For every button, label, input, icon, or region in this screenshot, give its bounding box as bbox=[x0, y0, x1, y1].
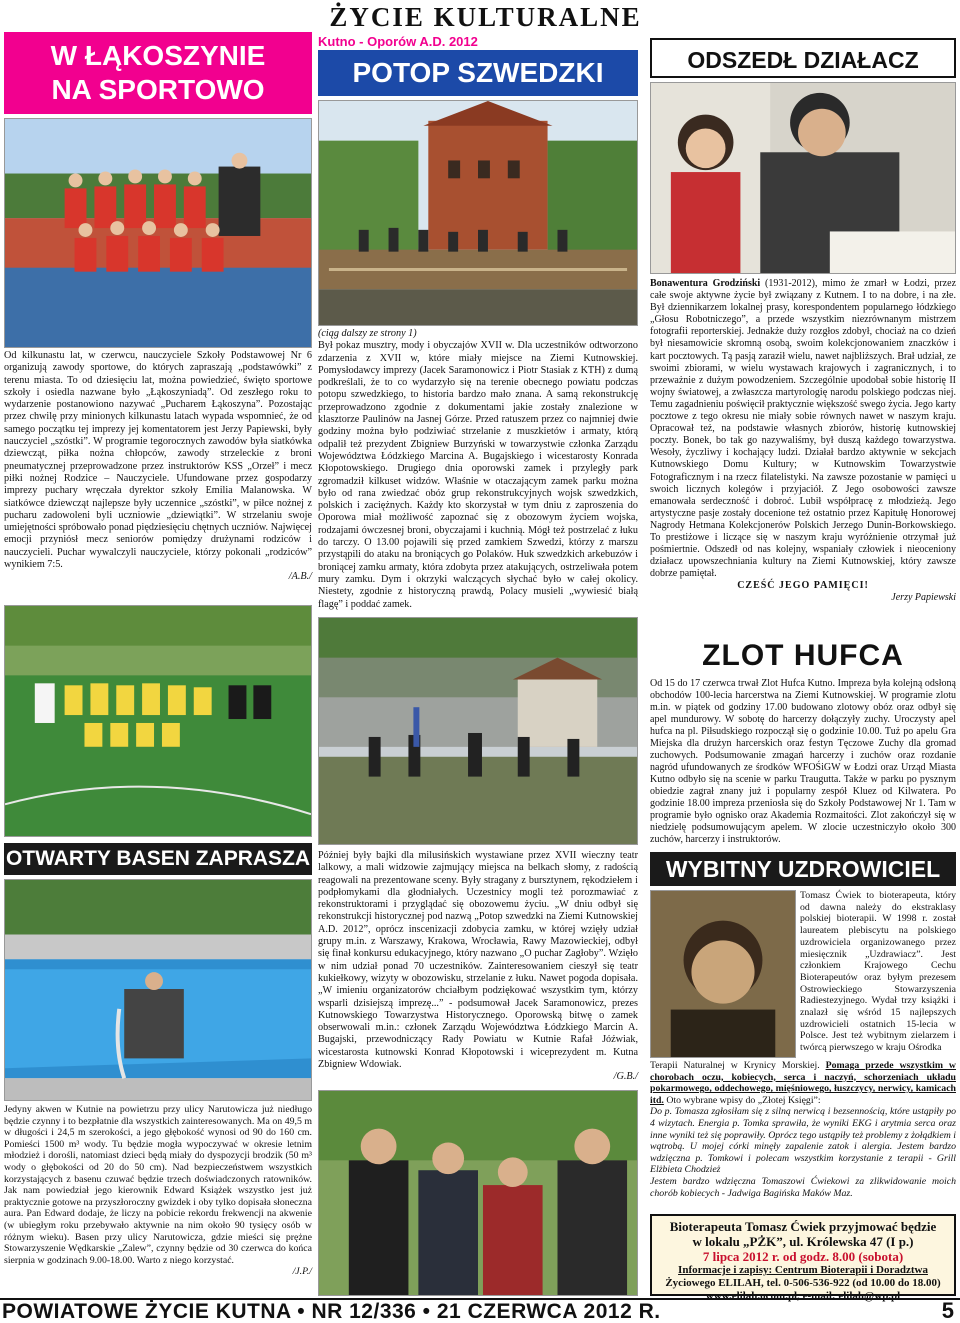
potop-article-body-2 bbox=[318, 850, 638, 1086]
uzdrowiciel-headline-box bbox=[650, 852, 956, 886]
pool-title: OTWARTY BASEN ZAPRASZA bbox=[5, 847, 311, 870]
potop-headline-box bbox=[318, 50, 638, 96]
section-title: ŻYCIE KULTURALNE bbox=[329, 2, 642, 32]
uzdrowiciel-side-text bbox=[800, 890, 956, 1060]
ad-line-4: Informacje i zapisy: Centrum Bioterapii i Doradztwa bbox=[678, 1264, 928, 1276]
obituary-text: (1931-2012), mimo że zmarł w Łodzi, przez całe swoje aktywne życie był związany z Kutnem. I to na dobre, i na złe. Był dziennikarzem lokalnej prasy, korespondentem popularnego łódzkiego „Głosu Robotniczego”, a przede wszystkim niezrównanym mistrzem fotografii reporterskiej. Jednakże duży rozgłos zdobył, chociaż na co dzień był niesamowicie skromną osobą, swoim kolekcjonowaniem znaczków i kart pocztowych. Tą pasją zaraził wielu, nawet najbliższych. Brał udział, ze swoimi zbiorami, w wielu wystawach krajowych i zagranicznych, i to przeważnie z dużym powodzeniem. Szczególnie upodobał sobie historię II wojny światowej, a zwłaszcza martyrologię narodu polskiego podczas niej. Temu zagadnieniu poświęcił praktycznie większość swego życia. Jego karty pocztowe z tego okresu nie miały sobie równych nawet w naszym kraju. Opracował też, na podstawie własnych zbiorów, historię kutnowskiej poczty. Bonek, bo tak go nazywaliśmy, był duszą każdego towarzystwa. Wesoły, życzliwy i kochający ludzi. Działał bardzo aktywnie w sekcjach Kutnowskiego Domu Kultury; w Kutnowskim Towarzystwie Fotograficznym i na rzecz filatelistyki. Na zawsze pozostanie w pamięci u swoich licznych kolegów i przyjaciół. Z Jego osobowości zawsze emanowała serdeczność i dobroć. Lubił współpracę z młodzieżą. Jego artystyczne pasje zostały docenione też ostatnio przez Kapitułę Honorowej Nagrody Hetmana Kolekcjonerów Polskich Jerzego Dunin-Borkowskiego. To prestiżowe i liczące się w naszym kraju wyróżnienie otrzymał już pośmiertnie. Odszedł od nas kolejny, wspaniały człowiek i nieoceniony działacz upowszechniania kultury na Ziemi Kutnowskiej, który zawsze dobrze pamiętał. bbox=[650, 278, 957, 580]
ad-line-1: Bioterapeuta Tomasz Ćwiek przyjmować będzie bbox=[669, 1219, 937, 1234]
zlot-article-text: Od 15 do 17 czerwca trwał Zlot Hufca Kutno. Impreza była kolejną odsłoną obchodów 100-lecia harcerstwa na Ziemi Kutnowskiej. W programie zlotu m.in. w piątek od godziny 17.00 budowano zlotowy obóz oraz odbył się apel mundurowy. W sobotę do harcerzy dołączyły zuchy. Uroczysty apel hufca na pl. Piłsudskiego rozpoczął się o godzinie 10.00. Tuż po apelu Gra Miejska dla drużyn harcerskich oraz festyn Tęczowe Zuchy dla gromad zuchowych. Podsumowanie zmagań harcerzy i zuchów oraz rozdanie nagród ufundowanych ze środków WFOŚiGW w Łodzi oraz Urząd Miasta Kutno odbyło się na scenie w parku Traugutta. Także w parku po pysznym obiedzie zagrał znany już i popularny zespół Kluez od Kilwatera. Po godzinie 18.00 impreza przeniosła się do Szkoły Podstawowej Nr 1. Tam w programie było ognisko oraz Akademia Rozmaitości. Zlot zakończył się w niedzielę podsumowującym apelem. W zlocie uczestniczyło około 300 zuchów, harcerzy i instruktorów. bbox=[650, 678, 956, 845]
uzdrowiciel-side-paragraph: Tomasz Ćwiek to bioterapeuta, który od dawna należy do ekstraklasy polskiej bioterapii. W 1998 r. został laureatem plebiscytu na polskiego uzdrowiciela organizowanego przez miesięcznik „Uzdrawiacz”. Jest członkiem Krajowego Cechu Bioterapeutów oraz byłym prezesem Ostrowieckiego Stowarzyszenia Radiestezyjnego. Wydał trzy książki i znalazł się wśród 15 najlepszych uzdrowicieli ostatnich 15-lecia w Polsce. Jest też wybitnym zielarzem i twórcą pierwszego w kraju Ośrodka bbox=[800, 890, 956, 1054]
football-match-photo bbox=[4, 605, 312, 837]
uzdrowiciel-conditions: Pomaga przede wszystkim w chorobach oczu, kobiecych, serca i naczyń, schorzeniach układu pokarmowego, oddechowego, mięśniowego, łuszczycy, nerwicy, kamicach itd. bbox=[650, 1060, 957, 1106]
uzdrowiciel-therapy-text: Terapii Naturalnej w Krynicy Morskiej. bbox=[650, 1060, 820, 1071]
zlot-headline: ZLOT HUFCA bbox=[702, 639, 904, 672]
grodzinski-photo bbox=[650, 82, 956, 274]
pool-article-body bbox=[4, 1104, 312, 1296]
potop-title: POTOP SZWEDZKI bbox=[352, 57, 604, 88]
lakoszyn-article-body bbox=[4, 350, 312, 598]
ad-line-6: www.elilah.ocom.pl, e-mail: elilah@wp.pl bbox=[705, 1290, 901, 1302]
lakoszyn-article-text: Od kilkunastu lat, w czerwcu, nauczyciele Szkoły Podstawowej Nr 6 organizują zawody sportowe, do których zapraszają „podstawówki” z terenu miasta. To od dziesięciu lat, można powiedzieć, święto sportowe szkoły i osiedla nazwane było „Łąkoszyniadą”. Od zeszłego roku to wydarzenie postanowiono nazywać „Pucharem Łąkoszyna”. Pozostając przez chwilę przy minionych kilkunastu latach wypada wspomnieć, że od samego początku tej imprezy jej komentatorem jest Jerzy Papiewski, były nauczyciel „szóstki”. W programie tegorocznych zawodów była siatkówka dziewcząt, piłka nożna chłopców, zawody strzeleckie z broni pneumatycznej przeprowadzone przez instruktorów KSS „Orzeł” i mecz piłki nożnej Rodzice – Nauczyciele. Ufundowane przez gospodarzy imprezy puchary wręczała dyrektor szkoły Emilia Malanowska. W siatkówce dziewcząt najlepsze były uczennice „szóstki”, w piłce nożnej z pucharu zadowoleni byli uczniowie „dziewiątki”. W strzelaniu swoje umiejętności spróbowało ponad piędziesięciu chętnych uczniów. Najwięcej emocji przyniósł mecz seniorów pomiędzy drużynami rodziców i nauczycieli. Puchar wywalczyli nauczyciele, którzy pokonali „rodziców” wynikiem 7:5. bbox=[4, 350, 312, 571]
page-number: 5 bbox=[941, 1298, 954, 1323]
volleyball-team-photo bbox=[4, 118, 312, 348]
lakoszyn-title-line2: NA SPORTOWO bbox=[51, 74, 265, 105]
obituary-body bbox=[650, 278, 956, 628]
lakoszyn-signature: /A.B./ bbox=[288, 571, 312, 583]
uzdrowiciel-book-intro: Oto wybrane wpisy do „Złotej Księgi”: bbox=[666, 1094, 821, 1106]
potop-signature: /G.B./ bbox=[613, 1071, 638, 1083]
potop-continued: (ciąg dalszy ze strony 1) bbox=[318, 328, 417, 339]
battle-reenactment-photo bbox=[318, 617, 638, 845]
uzdrowiciel-quote-2: Jestem bardzo wdzięczna Tomaszowi Ćwiekowi za zlikwidowanie moich chorób kobiecych - Jadwiga Bagińska Maków Maz. bbox=[650, 1175, 956, 1199]
uzdrowiciel-main-text bbox=[650, 1060, 956, 1210]
ad-line-3: 7 lipca 2012 r. od godz. 8.00 (sobota) bbox=[702, 1249, 904, 1264]
zlot-article-body bbox=[650, 678, 956, 848]
uzdrowiciel-title: WYBITNY UZDROWICIEL bbox=[665, 856, 941, 882]
pool-article-text: Jedyny akwen w Kutnie na powietrzu przy ulicy Narutowicza już niedługo będzie czynny i to bezpłatnie dla wszystkich zainteresowanych. Ma on 49,5 m w długości i 24,5 m szerokości, a jego głębokość wynosi od 90 do 160 cm. Pomieści 1500 m³ wody. Tu będzie mogła wypoczywać w okresie letnim młodzież i dorośli, natomiast dzieci będą miały do dyspozycji brodzik (50 m³ wody o głębokości od 20 do 50 cm). Nad bezpieczeństwem wszystkich korzystających z basenu czuwać będzie trzech doświadczonych ratowników. Jak nam powiedział jego kierownik Edward Książek wszystko jest już praktycznie gotowe na przyszłoroczny gwizdek i oby tylko dopisała słoneczna aura. Pan Edward dodaje, że liczy na pobicie rekordu frekwencji na akwenie (w ubiegłym roku przebywało aktywnie na nim około 90 tysięcy osób w różnym wieku). Basen przy ulicy Narutowicza, gdzie mieści się prężne Stowarzyszenie Wędkarskie „Zalew”, czynny będzie od 30 czerwca do końca sierpnia w godzinach 9.00-18.00. Warto z niego korzystać. bbox=[4, 1104, 312, 1266]
lakoszyn-headline-box bbox=[4, 32, 312, 114]
cwiek-portrait-photo bbox=[650, 890, 796, 1058]
pool-signature: /J.P./ bbox=[292, 1266, 312, 1278]
obituary-lead-name: Bonawentura Grodziński bbox=[650, 278, 761, 289]
uzdrowiciel-quote-1: Do p. Tomasza zgłosiłam się z silną nerwicą i bezsennością, które ustąpiły po 4 wizytach. Energia p. Tomka sprawiła, że wyniki EKG i arytmia serca oraz inne wyniki też się poprawiły. Oprócz tego ustąpiły też problemy z żołądkiem i wątrobą. U mojej córki minęły zapalenie zatok i alergia. Jestem bardzo wdzięczna p. Tomkowi i polecam wszystkim korzystanie z terapii - Grill Elżbieta Chodzież bbox=[650, 1106, 956, 1176]
pool-headline-box bbox=[4, 843, 312, 875]
castle-reenactment-photo bbox=[318, 100, 638, 326]
potop-article-text-1: Był pokaz musztry, mody i obyczajów XVII w. Dla uczestników odtworzono zdarzenia z XVII w, które miały miejsce na Ziemi Kutnowskiej. Pomysłodawcy imprezy (Jacek Saramonowicz i Piotr Stasiak z KTH) z dumą podkreślali, że to co wydarzyło się na terenie obecnego powiatu podczas potopu szwedzkiego, to historia bardzo mało znana. A samą rekonstrukcję przeprowadzono zgodnie z dokumentami jakie zostały znalezione w klasztorze Paulinów na Jasnej Górze. Przed ratuszem przez co najmniej dwie godziny można było podziwiać strzelanie z muszkietów i armaty, którą odpalił też prezydent Zbigniew Burzyński w towarzystwie członka Zarządu Województwa Łódzkiego Marcina A. Bugajskiego i wicestarosty Konrada Kłopotowskiego. Drugiego dnia oporowski zamek i przyległy park zgromadził kilkuset widzów. Właśnie w otaczającym zamek parku można było od rana zwiedzać obóz grup rekonstrukcyjnych wojsk szwedzkich, polskich i zaciężnych. Każdy kto skorzystał w tym dniu z zaproszenia do Oporowa miał możliwość zapoznać się z obozowym życiem wojska, rodzajami ówczesnej broni, obyczajami i kuchnią. Mógł też postrzelać z łuku do tarczy. O 13.00 pojawili się przed zamkiem Szwedzi, którzy z marszu przystąpili do ataku na broniących go Polaków. Huk szwedzkich arkebuzów i broniącej zamku armaty, która zdobyta przez atakujących, ostrzeliwała potem mury zamku. Dym i okrzyki walczących słychać było w całej okolicy. Niestety, zgodnie z historyczną prawdą, Polacy musieli „wywiesić białą flagę” i poddać zamek. bbox=[318, 340, 638, 610]
footer-publication: POWIATOWE ŻYCIE KUTNA • NR 12/336 • 21 CZERWCA 2012 R. bbox=[2, 1300, 661, 1323]
potop-article-text-2: Później były bajki dla milusińskich wystawiane przez XVII wieczny teatr lalkowy, a mali widzowie zajmujący miejsca na belkach słomy, z radością reagowali na prezentowane sceny. Były stragany z bursztynem, rękodziełem i podpłomykami dla głodniałych. Uczestnicy mogli też porozmawiać z rekonstruktorami i przyglądać się obozowemu życiu. „W dniu odbył się rekonstrukcji historycznej pod nazwą „Potop szwedzki na Ziemi Kutnowskiej A.D. 2012”, oprócz inscenizacji zdobycia zamku, w której wzięły udział grupy m.in. z Warszawy, Krakowa, Wrocławia, Rawy Mazowieckiej, odbył się finał konkursu edukacyjnego, który nazwano „O puchar Zagłoby”. Wzięło w nim udział ponad 70 uczestników. Zainteresowaniem cieszył się teatr kukiełkowy, wizyty w obozowisku, strzelanie z łuku. Nawet pogoda dopisała. „W imieniu organizatorów chciałbym podziękować wszystkim tym, którzy wsparli dzisiejszą imprezę...” - podsumował Jacek Saramonowicz, prezes Kutnowskiego Towarzystwa Historycznego. Oporowską bitwę o zamek obserwowali m.in.: członek Zarządu Województwa Łódzkiego Marcin A. Bugajski, przewodniczący Rady Powiatu w Kutnie Rafał Jóźwiak, wicestarosta kutnowski Konrad Kłopotowski i wiceprezydent m. Kutna Zbigniew Wdowiak. bbox=[318, 850, 638, 1071]
potop-article-body-1 bbox=[318, 328, 638, 612]
potop-kicker: Kutno - Oporów A.D. 2012 bbox=[318, 34, 478, 49]
ad-line-2: w lokalu „PŻK”, ul. Królewska 47 (I p.) bbox=[692, 1234, 914, 1249]
ad-line-5: Życiowego ELILAH, tel. 0-506-536-922 (od 10.00 do 18.00) bbox=[665, 1277, 941, 1289]
officials-photo bbox=[318, 1090, 638, 1296]
obituary-signature: Jerzy Papiewski bbox=[891, 592, 956, 604]
obituary-headline: ODSZEDŁ DZIAŁACZ bbox=[650, 38, 956, 78]
obituary-closing: CZEŚĆ JEGO PAMIĘCI! bbox=[737, 580, 869, 592]
lakoszyn-title-line1: W ŁĄKOSZYNIE bbox=[50, 40, 266, 71]
bioterapeuta-ad-box bbox=[650, 1214, 956, 1302]
pool-photo bbox=[4, 879, 312, 1101]
